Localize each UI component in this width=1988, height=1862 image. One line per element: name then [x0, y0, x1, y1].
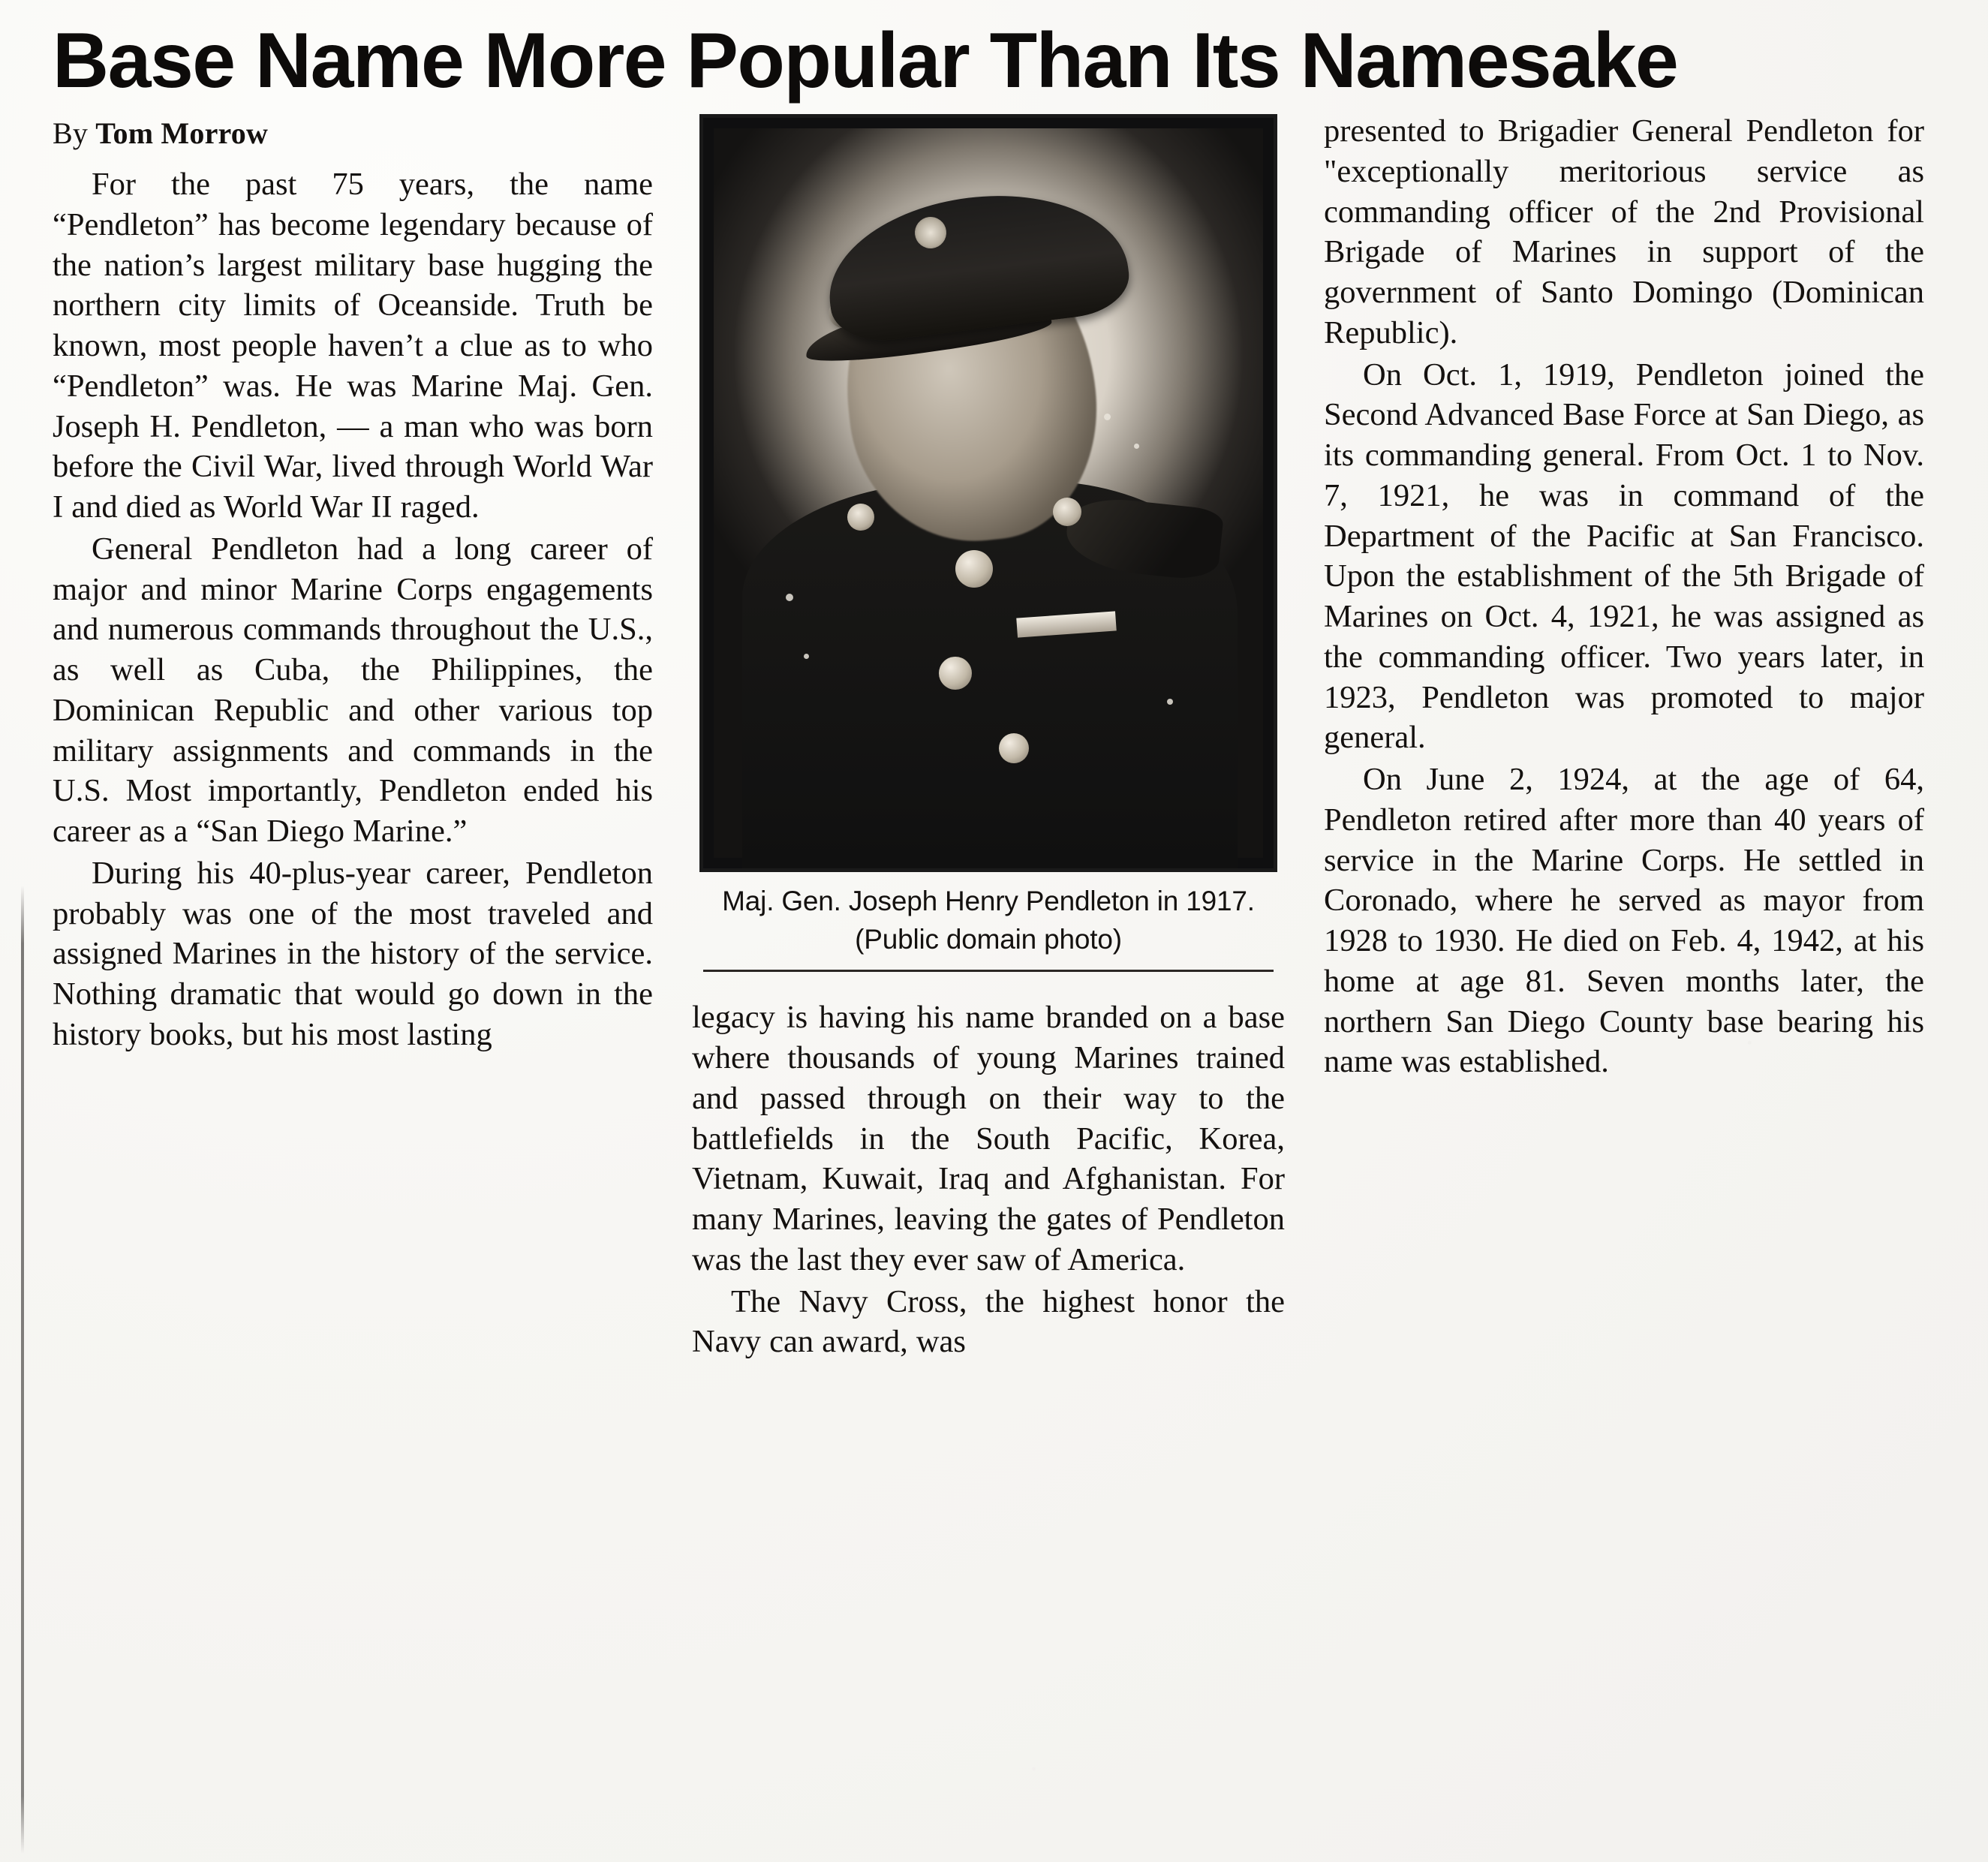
photo-speck: [1134, 444, 1139, 449]
paragraph: On June 2, 1924, at the age of 64, Pendleton retired after more than 40 years of service in the Marine Corps. He settled in Coronado, where he served as mayor from 1928 to 1930. He died on Feb. 4, 1942, at his home at age 81. Seven months later, the northern San Diego County base bearing his name was established.: [1324, 762, 1924, 1080]
page-title: Base Name More Popular Than Its Namesake: [53, 17, 1678, 104]
portrait-photo: [699, 114, 1277, 872]
photo-image-area: [714, 128, 1263, 858]
paragraph: General Pendleton had a long career of major and minor Marine Corps engagements and numerous commands throughout the U.S., as well as Cuba, the Philippines, the Dominican Republic and other various top military assignments and commands in the U.S. Most importantly, Pendleton ended his career as a “San Diego Marine.”: [53, 531, 653, 850]
collar-insignia-right: [1053, 498, 1081, 526]
paragraph: legacy is having his name branded on a base where thousands of young Marines trained and passed through on their way to the battlefields in the South Pacific, Korea, Vietnam, Kuwait, Iraq and Afghanistan. For many Marines, leaving the gates of Pendleton was the last they ever saw of America.: [692, 1000, 1285, 1277]
page-left-rule: [21, 886, 24, 1854]
column-layout: [45, 111, 1944, 1362]
photo-caption-text: Maj. Gen. Joseph Henry Pendleton in 1917.: [722, 886, 1255, 917]
paragraph: The Navy Cross, the highest honor the Navy can award, was: [692, 1283, 1285, 1360]
photo-speck: [1104, 414, 1111, 420]
byline: [53, 116, 653, 151]
uniform-button: [939, 657, 972, 690]
photo-caption: [696, 884, 1280, 956]
column-middle: [692, 111, 1285, 1362]
collar-insignia-left: [847, 504, 874, 531]
byline-prefix: By: [53, 116, 96, 151]
article-photo-block: [692, 114, 1285, 972]
peaked-cap-shape: [820, 179, 1133, 346]
paragraph: On Oct. 1, 1919, Pendleton joined the Second Advanced Base Force at San Diego, as its commanding general. From Oct. 1 to Nov. 7, 1921, he was in command of the Department of the Pacific at San Francisco. Upon the establishment of the 5th Brigade of Marines on Oct. 4, 1921, he was assigned as the commanding officer. Two years later, in 1923, Pendleton was promoted to major general.: [1324, 356, 1924, 756]
caption-rule: [703, 970, 1274, 972]
paragraph: During his 40-plus-year career, Pendleton probably was one of the most traveled and assigned Marines in the history of the service. Nothing dramatic that would go down in the history books, but his most lasting: [53, 855, 653, 1052]
uniform-button: [955, 550, 993, 588]
paragraph: presented to Brigadier General Pendleton for "exceptionally meritorious service as commanding officer of the 2nd Provisional Brigade of Marines in support of the government of Santo Domingo (Dominican Republic).: [1324, 113, 1924, 350]
column-right: [1324, 111, 1924, 1362]
uniform-button: [999, 733, 1029, 763]
paragraph: For the past 75 years, the name “Pendleton” has become legendary because of the nation’s largest military base hugging the northern city limits of Oceanside. Truth be known, most people haven’t a clue as to who “Pendleton” was. He was Marine Maj. Gen. Joseph H. Pendleton, — a man who was born before the Civil War, lived through World War I and died as World War II raged.: [53, 167, 653, 525]
byline-author: Tom Morrow: [95, 116, 269, 151]
article-content: [45, 0, 1944, 1362]
column-left: [53, 111, 653, 1362]
photo-credit: (Public domain photo): [855, 924, 1122, 955]
